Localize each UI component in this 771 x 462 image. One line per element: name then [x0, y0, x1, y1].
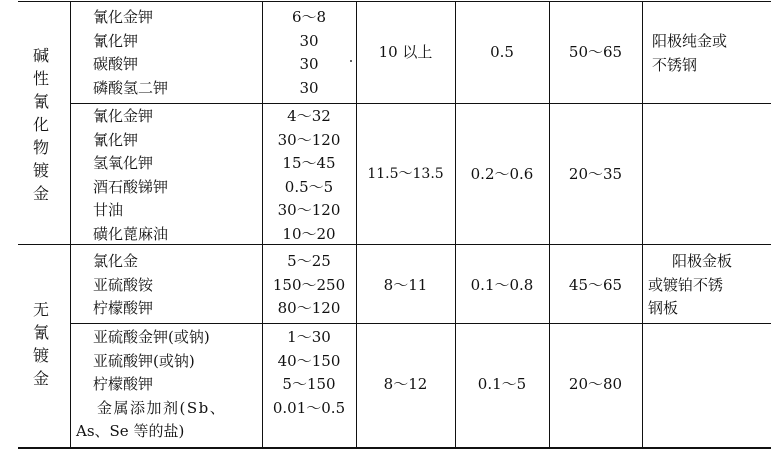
temp-value: 45～65 — [568, 276, 623, 294]
category-char: 化 — [32, 115, 49, 134]
amount-value: 0.01～0.5 — [272, 398, 346, 417]
amount-value: 150～250 — [272, 275, 346, 294]
component-name: 氰化钾 — [93, 31, 139, 50]
anode-line: 钢板 — [648, 299, 679, 317]
amounts-list — [262, 250, 356, 321]
ph-value: 11.5～13.5 — [367, 166, 444, 182]
ph-value: 8～11 — [383, 276, 428, 294]
amounts-list — [262, 326, 356, 420]
amount-value: 1～30 — [287, 328, 331, 346]
component-name: 酒石酸锑钾 — [93, 177, 169, 196]
amounts-list — [262, 105, 356, 246]
components-list — [76, 326, 226, 444]
amount-value: 30～120 — [277, 201, 341, 219]
category-char: 物 — [32, 138, 49, 157]
component-name: 氰化钾 — [93, 130, 139, 149]
category-char: 镀 — [32, 161, 49, 180]
category-char: 氰 — [32, 323, 49, 342]
component-name: 氰化金钾 — [93, 107, 154, 125]
bottom-rule — [18, 447, 771, 449]
anode-note — [648, 250, 732, 321]
component-name: 碳酸钾 — [93, 55, 139, 73]
amount-value: 10～20 — [282, 224, 336, 243]
category-char: 金 — [32, 184, 49, 203]
amount-value: 30～120 — [277, 130, 341, 149]
amount-value: 4～32 — [287, 107, 331, 125]
amount-value: 40～150 — [277, 351, 341, 370]
category-char: 金 — [32, 369, 49, 388]
component-name: 柠檬酸钾 — [93, 375, 154, 393]
component-name: 亚硫酸铵 — [93, 275, 154, 294]
component-name: 金属添加剂(Sb、 — [97, 398, 227, 417]
components-list — [93, 6, 168, 100]
category-label-cyanide — [29, 44, 53, 205]
category-char: 碱 — [32, 46, 49, 65]
component-name: 甘油 — [93, 201, 124, 219]
amount-value: 0.5～5 — [284, 177, 334, 196]
component-name: 氯化金 — [93, 252, 139, 270]
amount-value: 30 — [299, 31, 319, 50]
col-rule-1 — [70, 1, 71, 449]
amount-value: 30 — [299, 55, 319, 73]
ph-value: 8～12 — [383, 375, 428, 393]
component-name: 磷酸氢二钾 — [93, 78, 169, 97]
temp-value: 20～35 — [568, 165, 623, 183]
component-name: As、Se 等的盐) — [76, 422, 185, 440]
current-value: 0.1～5 — [477, 375, 527, 393]
anode-line: 阳极金板 — [672, 252, 733, 270]
amount-value: 5～150 — [282, 375, 336, 393]
category-label-cyanide-free — [29, 298, 53, 390]
temp-value: 20～80 — [568, 375, 623, 393]
components-list — [93, 105, 168, 246]
current-value: 0.1～0.8 — [470, 276, 534, 294]
component-name: 亚硫酸钾(或钠) — [93, 351, 195, 370]
row-rule-3 — [70, 323, 771, 324]
current-value: 0.5 — [490, 43, 514, 61]
amount-value: 30 — [299, 78, 319, 97]
top-rule — [18, 1, 771, 2]
amount-value: 15～45 — [282, 154, 336, 172]
category-char: 氰 — [32, 92, 49, 111]
category-char: 镀 — [32, 346, 49, 365]
col-rule-6 — [642, 1, 643, 449]
amount-value: 80～120 — [277, 299, 341, 317]
current-value: 0.2～0.6 — [470, 165, 534, 183]
anode-note — [652, 30, 727, 77]
amounts-list — [262, 6, 356, 100]
component-name: 氰化金钾 — [93, 8, 154, 26]
component-name: 氢氧化钾 — [93, 154, 154, 172]
amount-value: 6～8 — [291, 8, 327, 26]
anode-line: 或镀铂不锈 — [648, 275, 724, 294]
components-list — [93, 250, 153, 321]
category-char: 性 — [32, 69, 49, 88]
row-rule-1 — [70, 103, 771, 104]
anode-line: 不锈钢 — [652, 55, 698, 74]
component-name: 柠檬酸钾 — [93, 299, 154, 317]
component-name: 磺化蓖麻油 — [93, 224, 169, 243]
amount-value: 5～25 — [287, 252, 331, 270]
category-char: 无 — [32, 300, 49, 319]
anode-line: 阳极纯金或 — [652, 32, 728, 50]
component-name: 亚硫酸金钾(或钠) — [93, 328, 210, 346]
ph-value: 10 以上 — [378, 43, 433, 61]
temp-value: 50～65 — [568, 43, 623, 61]
